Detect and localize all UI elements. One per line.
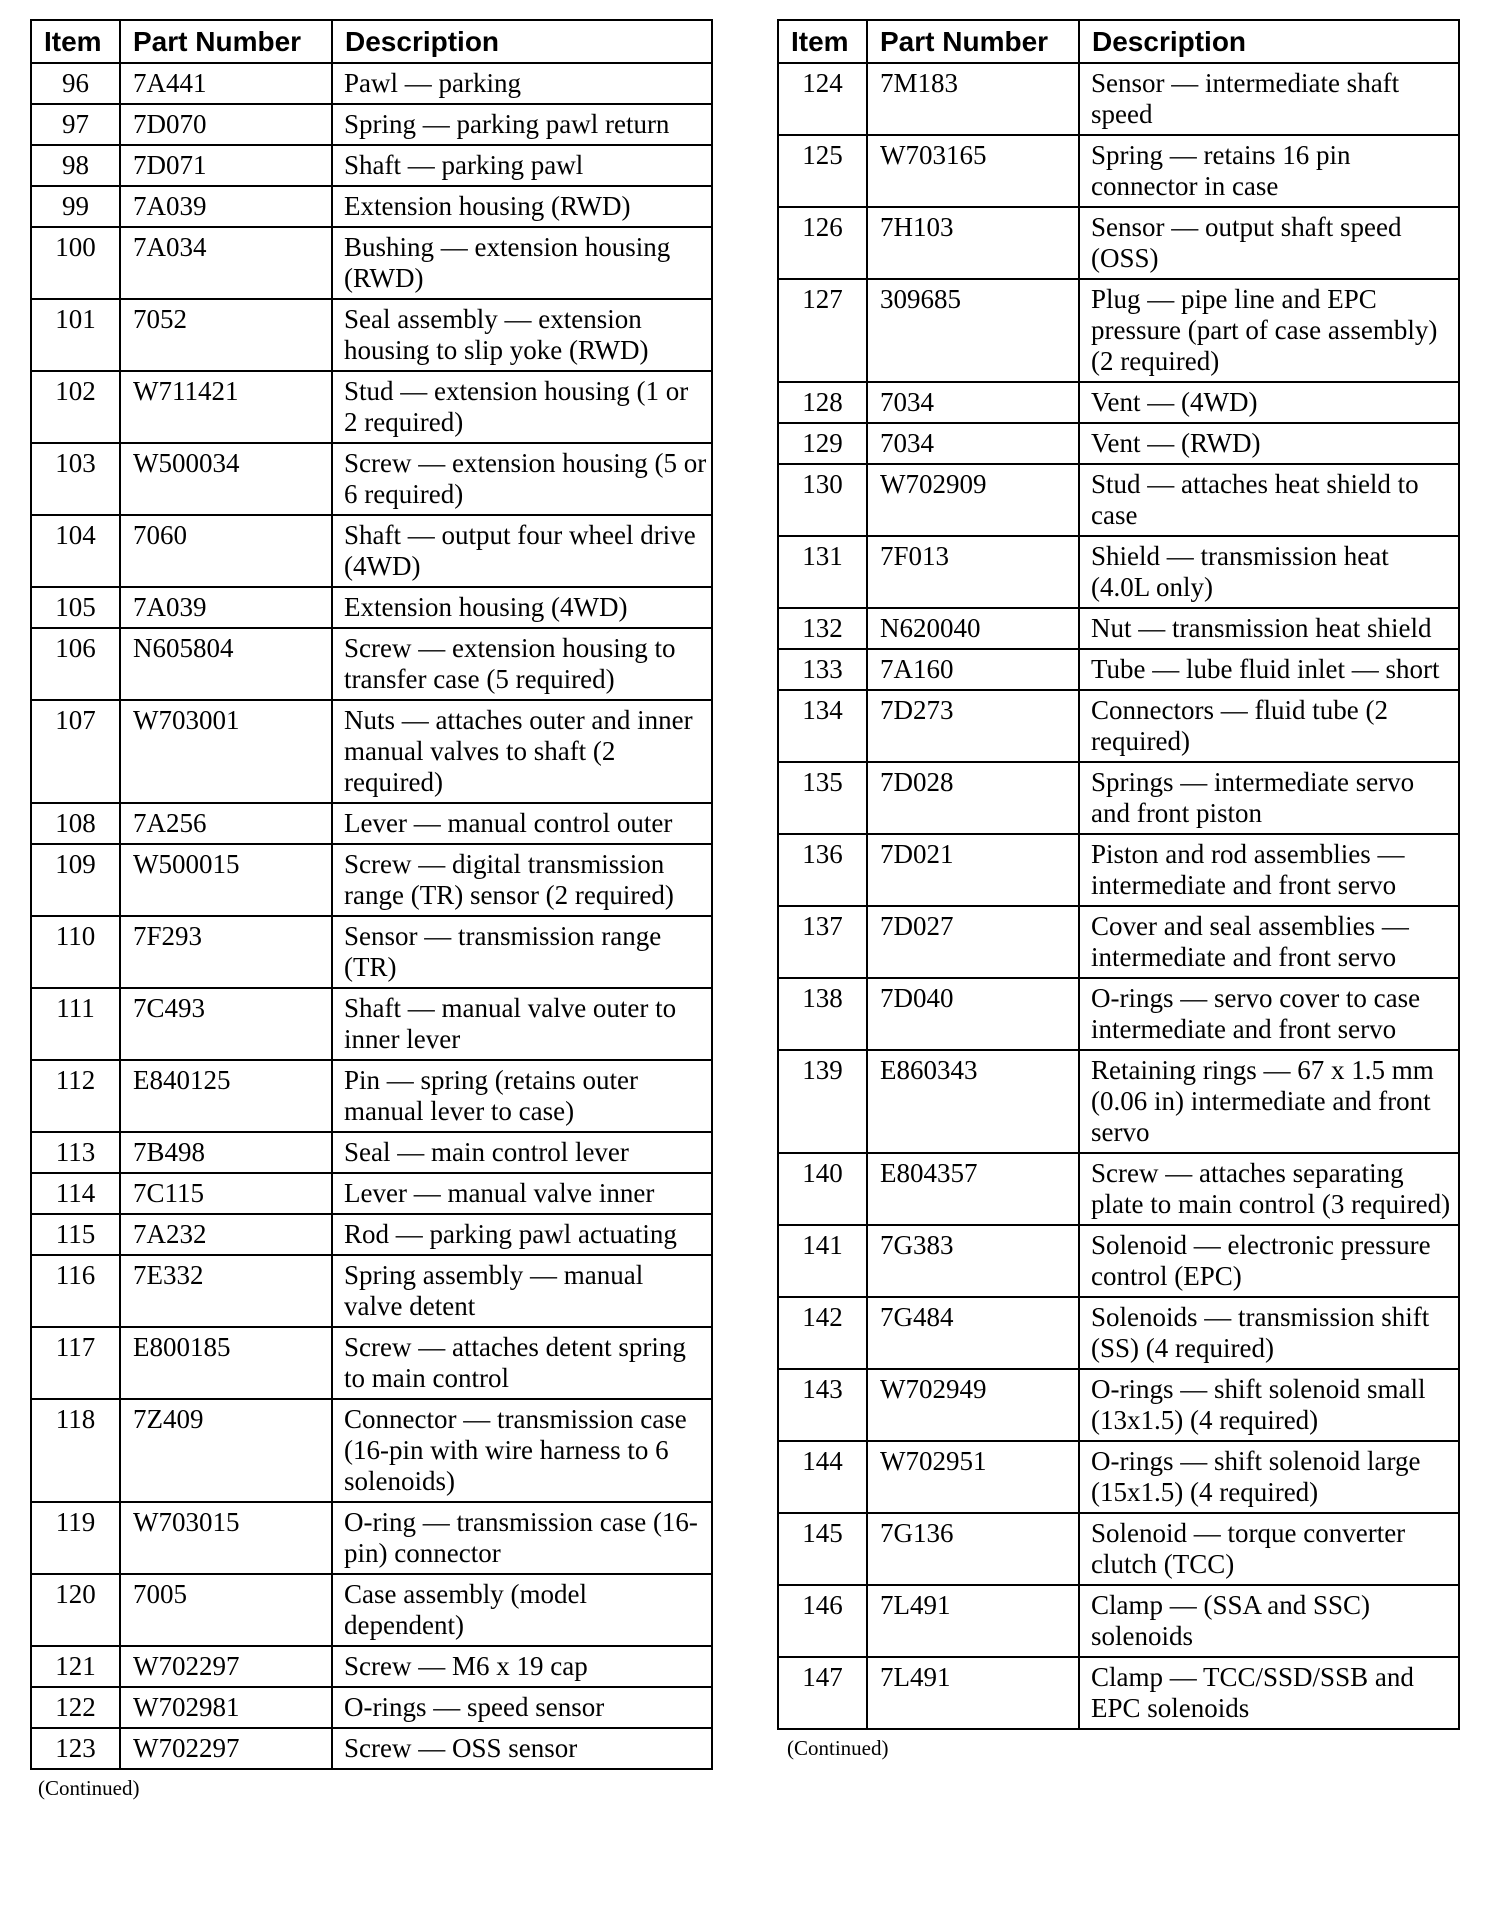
cell-description: Solenoids — transmission shift (SS) (4 required) xyxy=(1079,1297,1459,1369)
cell-item: 124 xyxy=(778,63,867,135)
header-part-number: Part Number xyxy=(120,20,332,63)
table-row xyxy=(31,700,712,803)
cell-item: 131 xyxy=(778,536,867,608)
cell-part-number: W702297 xyxy=(120,1728,332,1769)
cell-description: O-rings — shift solenoid large (15x1.5) (4 required) xyxy=(1079,1441,1459,1513)
table-row xyxy=(31,1214,712,1255)
cell-part-number: 7B498 xyxy=(120,1132,332,1173)
table-row xyxy=(31,628,712,700)
cell-item: 100 xyxy=(31,227,120,299)
cell-part-number: 7F293 xyxy=(120,916,332,988)
table-row xyxy=(778,1153,1459,1225)
cell-item: 144 xyxy=(778,1441,867,1513)
cell-description: Shaft — parking pawl xyxy=(332,145,712,186)
cell-description: Rod — parking pawl actuating xyxy=(332,1214,712,1255)
cell-item: 132 xyxy=(778,608,867,649)
cell-description: Solenoid — electronic pressure control (EPC) xyxy=(1079,1225,1459,1297)
cell-description: Stud — extension housing (1 or 2 required) xyxy=(332,371,712,443)
cell-part-number: 7D021 xyxy=(867,834,1079,906)
cell-part-number: W703001 xyxy=(120,700,332,803)
cell-description: Shaft — output four wheel drive (4WD) xyxy=(332,515,712,587)
table-header-row xyxy=(31,20,712,63)
cell-part-number: 7G136 xyxy=(867,1513,1079,1585)
cell-part-number: 7D028 xyxy=(867,762,1079,834)
cell-item: 102 xyxy=(31,371,120,443)
cell-part-number: 7L491 xyxy=(867,1585,1079,1657)
cell-item: 117 xyxy=(31,1327,120,1399)
cell-part-number: 7034 xyxy=(867,423,1079,464)
table-row xyxy=(778,423,1459,464)
cell-part-number: 7005 xyxy=(120,1574,332,1646)
cell-part-number: E800185 xyxy=(120,1327,332,1399)
cell-description: Clamp — TCC/SSD/SSB and EPC solenoids xyxy=(1079,1657,1459,1729)
cell-item: 101 xyxy=(31,299,120,371)
cell-description: Extension housing (4WD) xyxy=(332,587,712,628)
cell-description: Plug — pipe line and EPC pressure (part of case assembly) (2 required) xyxy=(1079,279,1459,382)
cell-item: 121 xyxy=(31,1646,120,1687)
cell-part-number: E804357 xyxy=(867,1153,1079,1225)
table-row xyxy=(31,1255,712,1327)
cell-part-number: 309685 xyxy=(867,279,1079,382)
cell-part-number: 7A441 xyxy=(120,63,332,104)
cell-description: O-rings — servo cover to case intermediate and front servo xyxy=(1079,978,1459,1050)
cell-description: Spring — retains 16 pin connector in case xyxy=(1079,135,1459,207)
cell-item: 108 xyxy=(31,803,120,844)
cell-description: Shield — transmission heat (4.0L only) xyxy=(1079,536,1459,608)
cell-item: 137 xyxy=(778,906,867,978)
cell-item: 98 xyxy=(31,145,120,186)
cell-item: 104 xyxy=(31,515,120,587)
header-item: Item xyxy=(778,20,867,63)
table-row xyxy=(31,1687,712,1728)
cell-description: Bushing — extension housing (RWD) xyxy=(332,227,712,299)
parts-table-left xyxy=(30,19,713,1770)
table-body xyxy=(778,63,1459,1729)
cell-item: 118 xyxy=(31,1399,120,1502)
cell-part-number: N605804 xyxy=(120,628,332,700)
cell-description: O-rings — shift solenoid small (13x1.5) (4 required) xyxy=(1079,1369,1459,1441)
cell-item: 141 xyxy=(778,1225,867,1297)
cell-description: Case assembly (model dependent) xyxy=(332,1574,712,1646)
cell-description: Nut — transmission heat shield xyxy=(1079,608,1459,649)
cell-item: 138 xyxy=(778,978,867,1050)
cell-description: Screw — attaches separating plate to main control (3 required) xyxy=(1079,1153,1459,1225)
cell-part-number: 7G383 xyxy=(867,1225,1079,1297)
cell-description: O-rings — speed sensor xyxy=(332,1687,712,1728)
table-row xyxy=(31,916,712,988)
cell-part-number: 7D040 xyxy=(867,978,1079,1050)
cell-item: 120 xyxy=(31,1574,120,1646)
table-row xyxy=(31,587,712,628)
cell-description: Screw — OSS sensor xyxy=(332,1728,712,1769)
cell-description: Stud — attaches heat shield to case xyxy=(1079,464,1459,536)
cell-part-number: W702909 xyxy=(867,464,1079,536)
table-row xyxy=(31,1173,712,1214)
cell-part-number: 7052 xyxy=(120,299,332,371)
cell-part-number: 7D070 xyxy=(120,104,332,145)
cell-part-number: W703015 xyxy=(120,1502,332,1574)
table-row xyxy=(31,145,712,186)
table-row xyxy=(778,1585,1459,1657)
cell-item: 103 xyxy=(31,443,120,515)
cell-description: Solenoid — torque converter clutch (TCC) xyxy=(1079,1513,1459,1585)
cell-part-number: 7H103 xyxy=(867,207,1079,279)
table-row xyxy=(31,1132,712,1173)
table-row xyxy=(31,1574,712,1646)
cell-part-number: E860343 xyxy=(867,1050,1079,1153)
cell-description: Pawl — parking xyxy=(332,63,712,104)
table-row xyxy=(778,464,1459,536)
cell-item: 110 xyxy=(31,916,120,988)
cell-item: 128 xyxy=(778,382,867,423)
cell-part-number: W702951 xyxy=(867,1441,1079,1513)
cell-item: 115 xyxy=(31,1214,120,1255)
cell-item: 123 xyxy=(31,1728,120,1769)
table-row xyxy=(778,1513,1459,1585)
cell-item: 97 xyxy=(31,104,120,145)
cell-item: 133 xyxy=(778,649,867,690)
table-row xyxy=(31,1502,712,1574)
cell-item: 107 xyxy=(31,700,120,803)
cell-part-number: 7L491 xyxy=(867,1657,1079,1729)
table-row xyxy=(31,443,712,515)
cell-description: Screw — extension housing to transfer case (5 required) xyxy=(332,628,712,700)
cell-item: 139 xyxy=(778,1050,867,1153)
cell-description: Springs — intermediate servo and front piston xyxy=(1079,762,1459,834)
cell-part-number: 7E332 xyxy=(120,1255,332,1327)
cell-item: 126 xyxy=(778,207,867,279)
table-row xyxy=(778,1225,1459,1297)
cell-item: 116 xyxy=(31,1255,120,1327)
cell-part-number: 7D273 xyxy=(867,690,1079,762)
cell-description: Vent — (4WD) xyxy=(1079,382,1459,423)
cell-description: Nuts — attaches outer and inner manual valves to shaft (2 required) xyxy=(332,700,712,803)
table-row xyxy=(778,1369,1459,1441)
table-row xyxy=(778,135,1459,207)
table-row xyxy=(31,844,712,916)
table-row xyxy=(778,63,1459,135)
cell-part-number: 7C115 xyxy=(120,1173,332,1214)
table-row xyxy=(778,608,1459,649)
cell-part-number: W500034 xyxy=(120,443,332,515)
cell-item: 114 xyxy=(31,1173,120,1214)
header-part-number: Part Number xyxy=(867,20,1079,63)
cell-description: Lever — manual control outer xyxy=(332,803,712,844)
cell-item: 106 xyxy=(31,628,120,700)
cell-item: 96 xyxy=(31,63,120,104)
header-description: Description xyxy=(1079,20,1459,63)
cell-part-number: 7C493 xyxy=(120,988,332,1060)
table-row xyxy=(31,186,712,227)
table-row xyxy=(778,536,1459,608)
cell-item: 130 xyxy=(778,464,867,536)
cell-part-number: 7A039 xyxy=(120,587,332,628)
cell-item: 99 xyxy=(31,186,120,227)
table-row xyxy=(31,1646,712,1687)
cell-description: Clamp — (SSA and SSC) solenoids xyxy=(1079,1585,1459,1657)
cell-part-number: 7034 xyxy=(867,382,1079,423)
table-row xyxy=(778,690,1459,762)
table-row xyxy=(31,299,712,371)
cell-description: Seal assembly — extension housing to slip yoke (RWD) xyxy=(332,299,712,371)
table-row xyxy=(31,371,712,443)
cell-part-number: 7A039 xyxy=(120,186,332,227)
table-row xyxy=(778,834,1459,906)
table-body xyxy=(31,63,712,1769)
cell-part-number: 7D071 xyxy=(120,145,332,186)
table-row xyxy=(31,988,712,1060)
cell-item: 122 xyxy=(31,1687,120,1728)
cell-part-number: E840125 xyxy=(120,1060,332,1132)
cell-part-number: 7G484 xyxy=(867,1297,1079,1369)
cell-item: 127 xyxy=(778,279,867,382)
table-row xyxy=(778,649,1459,690)
cell-part-number: 7D027 xyxy=(867,906,1079,978)
cell-description: O-ring — transmission case (16-pin) connector xyxy=(332,1502,712,1574)
table-row xyxy=(31,227,712,299)
cell-description: Sensor — intermediate shaft speed xyxy=(1079,63,1459,135)
cell-part-number: W500015 xyxy=(120,844,332,916)
cell-item: 129 xyxy=(778,423,867,464)
cell-item: 112 xyxy=(31,1060,120,1132)
table-row xyxy=(778,1050,1459,1153)
table-row xyxy=(778,1657,1459,1729)
table-header-row xyxy=(778,20,1459,63)
cell-item: 136 xyxy=(778,834,867,906)
cell-item: 113 xyxy=(31,1132,120,1173)
cell-item: 147 xyxy=(778,1657,867,1729)
cell-item: 135 xyxy=(778,762,867,834)
cell-description: Shaft — manual valve outer to inner lever xyxy=(332,988,712,1060)
cell-description: Screw — attaches detent spring to main control xyxy=(332,1327,712,1399)
cell-part-number: 7Z409 xyxy=(120,1399,332,1502)
table-row xyxy=(778,382,1459,423)
cell-description: Pin — spring (retains outer manual lever to case) xyxy=(332,1060,712,1132)
continued-note-left: (Continued) xyxy=(38,1776,140,1800)
table-row xyxy=(31,1327,712,1399)
cell-description: Lever — manual valve inner xyxy=(332,1173,712,1214)
cell-description: Screw — extension housing (5 or 6 required) xyxy=(332,443,712,515)
cell-part-number: W703165 xyxy=(867,135,1079,207)
table-row xyxy=(31,104,712,145)
parts-table-right xyxy=(777,19,1460,1730)
cell-part-number: 7A232 xyxy=(120,1214,332,1255)
cell-description: Spring assembly — manual valve detent xyxy=(332,1255,712,1327)
cell-description: Seal — main control lever xyxy=(332,1132,712,1173)
cell-part-number: W711421 xyxy=(120,371,332,443)
table-row xyxy=(31,1060,712,1132)
cell-part-number: W702297 xyxy=(120,1646,332,1687)
table-row xyxy=(31,63,712,104)
cell-item: 119 xyxy=(31,1502,120,1574)
cell-item: 145 xyxy=(778,1513,867,1585)
table-row xyxy=(31,1728,712,1769)
cell-description: Connector — transmission case (16-pin with wire harness to 6 solenoids) xyxy=(332,1399,712,1502)
cell-description: Connectors — fluid tube (2 required) xyxy=(1079,690,1459,762)
table-row xyxy=(778,906,1459,978)
cell-item: 140 xyxy=(778,1153,867,1225)
table-row xyxy=(778,762,1459,834)
continued-note-right: (Continued) xyxy=(787,1736,889,1760)
cell-description: Sensor — output shaft speed (OSS) xyxy=(1079,207,1459,279)
cell-description: Extension housing (RWD) xyxy=(332,186,712,227)
table-row xyxy=(31,1399,712,1502)
table-row xyxy=(778,1297,1459,1369)
cell-item: 143 xyxy=(778,1369,867,1441)
cell-part-number: 7A160 xyxy=(867,649,1079,690)
cell-item: 109 xyxy=(31,844,120,916)
cell-part-number: 7A034 xyxy=(120,227,332,299)
cell-description: Piston and rod assemblies — intermediate and front servo xyxy=(1079,834,1459,906)
table-row xyxy=(778,279,1459,382)
cell-part-number: W702981 xyxy=(120,1687,332,1728)
cell-description: Retaining rings — 67 x 1.5 mm (0.06 in) intermediate and front servo xyxy=(1079,1050,1459,1153)
table-row xyxy=(31,803,712,844)
cell-item: 146 xyxy=(778,1585,867,1657)
table-row xyxy=(31,515,712,587)
cell-item: 105 xyxy=(31,587,120,628)
cell-description: Screw — M6 x 19 cap xyxy=(332,1646,712,1687)
cell-part-number: N620040 xyxy=(867,608,1079,649)
header-description: Description xyxy=(332,20,712,63)
table-row xyxy=(778,978,1459,1050)
cell-description: Spring — parking pawl return xyxy=(332,104,712,145)
cell-part-number: W702949 xyxy=(867,1369,1079,1441)
cell-item: 125 xyxy=(778,135,867,207)
cell-item: 134 xyxy=(778,690,867,762)
header-item: Item xyxy=(31,20,120,63)
cell-item: 111 xyxy=(31,988,120,1060)
table-row xyxy=(778,1441,1459,1513)
cell-description: Tube — lube fluid inlet — short xyxy=(1079,649,1459,690)
cell-description: Sensor — transmission range (TR) xyxy=(332,916,712,988)
cell-item: 142 xyxy=(778,1297,867,1369)
cell-description: Screw — digital transmission range (TR) sensor (2 required) xyxy=(332,844,712,916)
cell-part-number: 7A256 xyxy=(120,803,332,844)
cell-part-number: 7F013 xyxy=(867,536,1079,608)
cell-part-number: 7060 xyxy=(120,515,332,587)
table-row xyxy=(778,207,1459,279)
cell-description: Vent — (RWD) xyxy=(1079,423,1459,464)
cell-part-number: 7M183 xyxy=(867,63,1079,135)
cell-description: Cover and seal assemblies — intermediate and front servo xyxy=(1079,906,1459,978)
